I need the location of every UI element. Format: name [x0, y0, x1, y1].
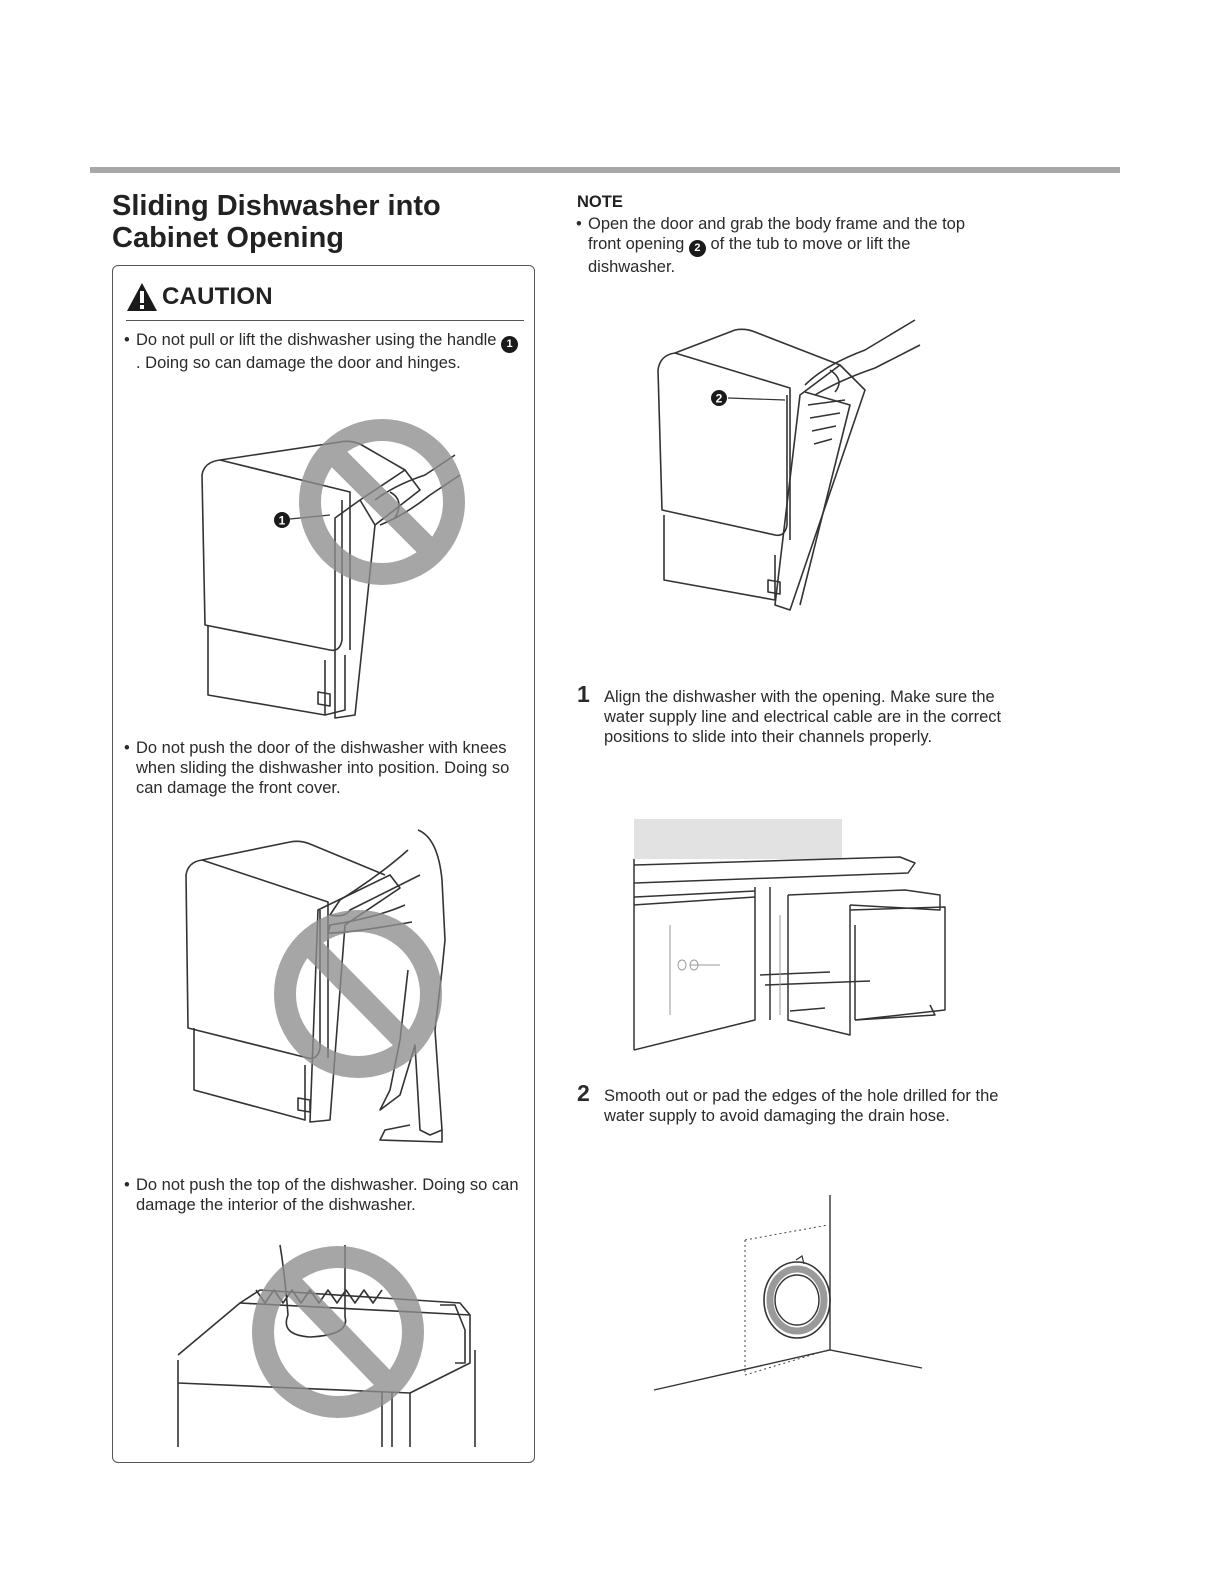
- figure-knee-push: [180, 830, 480, 1150]
- caution-bullet-1-text-end: . Doing so can damage the door and hinges.: [136, 354, 461, 372]
- caution-bullet-1: [124, 330, 521, 373]
- step-2: [577, 1080, 1004, 1126]
- caution-bullet-2-text: Do not push the door of the dishwasher with knees when sliding the dishwasher into position. Doing so can damage the front cover.: [136, 739, 510, 797]
- step-2-number: 2: [577, 1080, 590, 1106]
- caution-heading: [126, 280, 273, 314]
- bullet-dot: •: [124, 331, 130, 349]
- figure-top-push: [170, 1245, 490, 1450]
- warning-triangle-icon: [126, 282, 158, 312]
- step-2-text: Smooth out or pad the edges of the hole drilled for the water supply to avoid damaging the drain hose.: [604, 1087, 999, 1125]
- figure-cabinet-opening: [630, 815, 925, 1050]
- callout-1-badge: 1: [501, 336, 518, 353]
- header-rule: [90, 167, 1120, 173]
- bullet-dot: •: [576, 215, 582, 233]
- caution-bullet-3: [124, 1175, 526, 1215]
- figure-lift-by-handle: [190, 430, 480, 730]
- callout-2-badge: 2: [689, 240, 706, 257]
- figure-callout-2: 2: [715, 391, 723, 406]
- caution-bullet-2: [124, 738, 526, 798]
- note-text-end: of the tub to move or lift the dishwasher.: [588, 235, 911, 276]
- prohibited-sign-icon: [263, 1257, 413, 1407]
- figure-drilled-hole: [650, 1190, 930, 1400]
- note-title: NOTE: [577, 193, 623, 211]
- note-bullet: [576, 214, 978, 277]
- caution-bullet-1-text: Do not pull or lift the dishwasher using the handle: [136, 331, 502, 349]
- step-1-text: Align the dishwasher with the opening. Make sure the water supply line and electrical cable are in the correct positions to slide into their channels properly.: [604, 688, 1002, 746]
- bullet-dot: •: [124, 1176, 130, 1194]
- step-1: [577, 681, 1004, 747]
- prohibited-sign-icon: [310, 430, 454, 574]
- caution-divider: [126, 320, 524, 321]
- figure-callout-1: 1: [278, 513, 286, 528]
- caution-bullet-3-text: Do not push the top of the dishwasher. Doing so can damage the interior of the dishwasher.: [136, 1176, 519, 1214]
- note-text: Open the door and grab the body frame and the top front opening: [588, 215, 966, 253]
- bullet-dot: •: [124, 739, 130, 757]
- figure-lift-by-frame: [650, 310, 930, 620]
- step-1-number: 1: [577, 681, 590, 707]
- caution-label: CAUTION: [162, 283, 273, 310]
- section-title: Sliding Dishwasher into Cabinet Opening: [112, 190, 441, 254]
- prohibited-sign-icon: [285, 921, 431, 1067]
